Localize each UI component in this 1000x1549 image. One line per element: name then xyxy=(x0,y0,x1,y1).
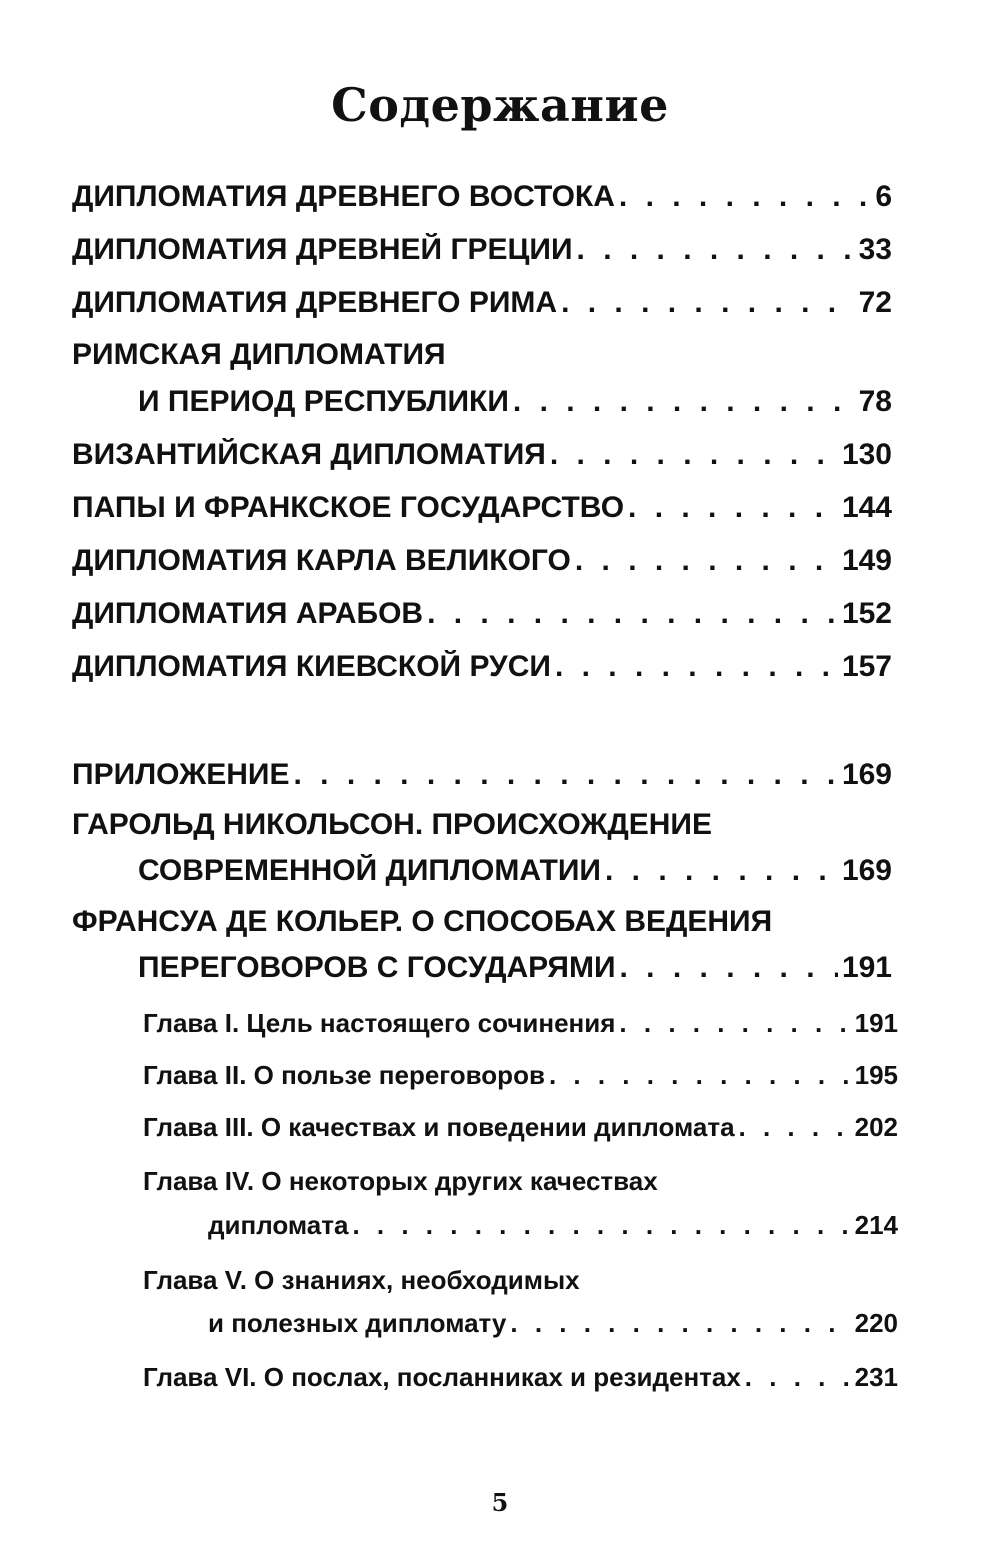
chapter-title: Глава III. О качествах и поведении дипломата xyxy=(143,1112,735,1142)
toc-entry-page: 169 xyxy=(841,758,892,791)
leader-dots xyxy=(619,180,871,214)
leader-dots xyxy=(745,1362,851,1393)
chapter-page: 195 xyxy=(854,1060,898,1090)
chapter-title: Глава II. О пользе переговоров xyxy=(143,1060,545,1090)
leader-dots xyxy=(561,286,855,320)
chapter-page: 220 xyxy=(854,1308,898,1338)
toc-entry-page: 78 xyxy=(858,385,892,418)
toc-entry xyxy=(72,438,892,472)
toc-entry-title: ДИПЛОМАТИЯ ДРЕВНЕЙ ГРЕЦИИ xyxy=(72,233,573,266)
toc-entry-page: 130 xyxy=(841,438,892,471)
leader-dots xyxy=(550,438,838,472)
page-number: 5 xyxy=(491,1488,509,1517)
leader-dots xyxy=(628,491,838,525)
page-title: Содержание xyxy=(331,78,669,132)
toc-entry xyxy=(72,650,892,684)
chapter-entry xyxy=(208,1210,898,1241)
chapter-title: Глава VI. О послах, посланниках и резидентах xyxy=(143,1362,741,1392)
chapter-entry xyxy=(208,1308,898,1339)
leader-dots xyxy=(575,544,838,578)
leader-dots xyxy=(294,758,838,792)
toc-entry-title-line2: И ПЕРИОД РЕСПУБЛИКИ xyxy=(138,385,509,418)
toc-entry xyxy=(138,385,892,419)
leader-dots xyxy=(352,1210,850,1241)
chapter-title: Глава I. Цель настоящего сочинения xyxy=(143,1008,616,1038)
toc-entry-title: ДИПЛОМАТИЯ АРАБОВ xyxy=(72,597,424,630)
leader-dots xyxy=(619,1008,850,1039)
toc-entry-title-line2: ПЕРЕГОВОРОВ С ГОСУДАРЯМИ xyxy=(138,951,616,984)
chapter-page: 202 xyxy=(854,1112,898,1142)
toc-entry-title-line1: РИМСКАЯ ДИПЛОМАТИЯ xyxy=(72,338,446,371)
toc-entry-page: 72 xyxy=(858,286,892,319)
toc-entry-page: 33 xyxy=(858,233,892,266)
chapter-title-line2: дипломата xyxy=(208,1210,349,1240)
toc-entry-title: ПРИЛОЖЕНИЕ xyxy=(72,758,290,791)
leader-dots xyxy=(577,233,855,267)
leader-dots xyxy=(555,650,838,684)
leader-dots xyxy=(620,951,838,985)
leader-dots xyxy=(513,385,855,419)
toc-entry-title: ДИПЛОМАТИЯ ДРЕВНЕГО РИМА xyxy=(72,286,558,319)
toc-entry-page: 152 xyxy=(841,597,892,630)
toc-entry-page: 169 xyxy=(841,854,892,887)
chapter-entry xyxy=(143,1362,898,1393)
leader-dots xyxy=(739,1112,851,1143)
leader-dots xyxy=(510,1308,850,1339)
leader-dots xyxy=(427,597,838,631)
chapter-title-line1: Глава IV. О некоторых других качествах xyxy=(143,1166,658,1196)
toc-entry-title: ДИПЛОМАТИЯ КАРЛА ВЕЛИКОГО xyxy=(72,544,571,577)
toc-entry xyxy=(72,286,892,320)
toc-entry-title: ДИПЛОМАТИЯ КИЕВСКОЙ РУСИ xyxy=(72,650,551,683)
toc-entry-page: 6 xyxy=(875,180,892,213)
toc-entry-page: 144 xyxy=(841,491,892,524)
chapter-page: 214 xyxy=(854,1210,898,1240)
toc-entry-page: 149 xyxy=(841,544,892,577)
toc-entry xyxy=(138,854,892,888)
toc-entry xyxy=(72,544,892,578)
toc-entry xyxy=(72,758,892,792)
toc-entry xyxy=(138,951,892,985)
toc-entry-title-line1: ГАРОЛЬД НИКОЛЬСОН. ПРОИСХОЖДЕНИЕ xyxy=(72,808,712,841)
toc-entry xyxy=(72,180,892,214)
toc-entry-title-line2: СОВРЕМЕННОЙ ДИПЛОМАТИИ xyxy=(138,854,601,887)
chapter-title-line2: и полезных дипломату xyxy=(208,1308,507,1338)
toc-entry xyxy=(72,491,892,525)
toc-entry-title: ДИПЛОМАТИЯ ДРЕВНЕГО ВОСТОКА xyxy=(72,180,615,213)
toc-entry xyxy=(72,597,892,631)
toc-entry-title: ВИЗАНТИЙСКАЯ ДИПЛОМАТИЯ xyxy=(72,438,546,471)
chapter-title-line1: Глава V. О знаниях, необходимых xyxy=(143,1265,580,1295)
chapter-page: 191 xyxy=(854,1008,898,1038)
leader-dots xyxy=(549,1060,851,1091)
toc-entry-page: 157 xyxy=(841,650,892,683)
chapter-entry xyxy=(143,1008,898,1039)
toc-entry xyxy=(72,233,892,267)
chapter-entry xyxy=(143,1112,898,1143)
chapter-entry xyxy=(143,1060,898,1091)
toc-entry-title: ПАПЫ И ФРАНКСКОЕ ГОСУДАРСТВО xyxy=(72,491,625,524)
chapter-page: 231 xyxy=(854,1362,898,1392)
toc-entry-title-line1: ФРАНСУА ДЕ КОЛЬЕР. О СПОСОБАХ ВЕДЕНИЯ xyxy=(72,905,773,938)
leader-dots xyxy=(605,854,838,888)
toc-entry-page: 191 xyxy=(841,951,892,984)
